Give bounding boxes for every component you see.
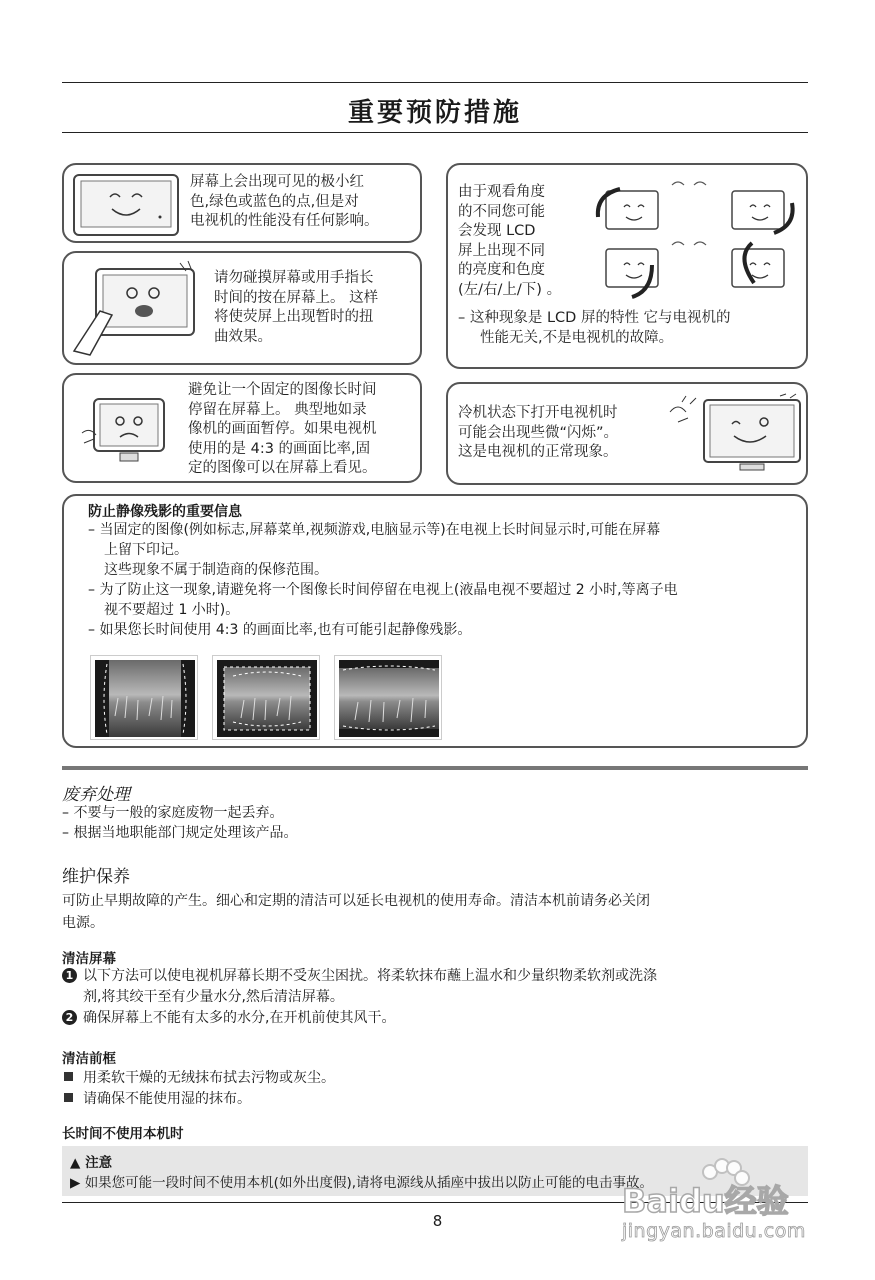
info-line: – 如果您长时间使用 4:3 的画面比率,也有可能引起静像残影。 <box>88 622 472 638</box>
still-line: 像机的画面暂停。如果电视机 <box>188 421 377 437</box>
tv-worried-icon <box>80 393 170 468</box>
angle-line: 会发现 LCD <box>458 223 536 239</box>
dots-line: 电视机的性能没有任何影响。 <box>190 213 379 229</box>
flicker-line: 可能会出现些微“闪烁”。 <box>458 424 619 441</box>
clean-frame-heading: 清洁前框 <box>62 1051 116 1067</box>
angle-line: 由于观看角度 <box>458 184 545 200</box>
still-line: 定的图像可以在屏幕上看见。 <box>188 460 377 476</box>
maintenance-title: 维护保养 <box>62 867 130 887</box>
watermark-url: jingyan.baidu.com <box>622 1220 806 1242</box>
disposal-item: – 不要与一般的家庭废物一起丢弃。 <box>62 805 284 821</box>
angle-line: 的不同您可能 <box>458 203 545 220</box>
panel-viewing-angle <box>446 163 808 369</box>
disposal-title: 废弃处理 <box>62 785 130 805</box>
flicker-line: 冷机状态下打开电视机时 <box>458 405 618 421</box>
info-line: 上留下印记。 <box>104 542 188 558</box>
section-divider <box>62 766 808 770</box>
still-line: 停留在屏幕上。 典型地如录 <box>188 401 367 418</box>
touch-line: 时间的按在屏幕上。 这样 <box>214 289 379 306</box>
info-body <box>88 520 788 640</box>
long-unused-heading: 长时间不使用本机时 <box>62 1126 184 1142</box>
angle-line: 屏上出现不同 <box>458 242 545 259</box>
bullet-square-icon <box>64 1072 73 1081</box>
caution-text: ▶ 如果您可能一段时间不使用本机(如外出度假),请将电源线从插座中拔出以防止可能的电击事故。 <box>70 1175 654 1191</box>
warning-triangle-icon: ▲ <box>70 1155 86 1171</box>
info-line: – 当固定的图像(例如标志,屏幕菜单,视频游戏,电脑显示等)在电视上长时间显示时,可能在屏幕 <box>88 522 661 538</box>
still-line: 使用的是 4:3 的画面比率,固 <box>188 440 371 457</box>
viewing-angle-icon <box>592 177 802 305</box>
tv-touch-icon <box>70 259 200 359</box>
maintenance-line: 可防止早期故障的产生。细心和定期的清洁可以延长电视机的使用寿命。清洁本机前请务必关闭 <box>62 893 650 909</box>
info-heading: 防止静像残影的重要信息 <box>88 504 242 520</box>
maintenance-line: 电源。 <box>62 915 104 931</box>
clean-frame-item: 用柔软干燥的无绒抹布拭去污物或灰尘。 <box>62 1068 808 1089</box>
panel-touch <box>62 251 422 365</box>
retention-thumb-framed <box>212 655 320 740</box>
retention-thumb-letterbox <box>334 655 442 740</box>
flicker-line: 这是电视机的正常现象。 <box>458 444 618 460</box>
tv-smile-icon <box>72 173 182 237</box>
still-line: 避免让一个固定的图像长时间 <box>188 382 377 398</box>
page-title: 重要预防措施 <box>347 98 522 128</box>
tv-wink-icon <box>666 392 804 480</box>
clean-screen-heading: 清洁屏幕 <box>62 951 116 967</box>
arrow-right-icon: ▶ <box>70 1175 85 1191</box>
bullet-square-icon <box>64 1093 73 1102</box>
page-number: 8 <box>432 1212 443 1230</box>
angle-line: (左/右/上/下) 。 <box>458 281 562 298</box>
panel-flicker <box>446 382 808 485</box>
retention-thumb-pillarbox <box>90 655 198 740</box>
touch-line: 曲效果。 <box>214 328 272 345</box>
touch-line: 请勿碰摸屏幕或用手指长 <box>214 270 374 286</box>
disposal-list <box>62 803 808 843</box>
disposal-item: – 根据当地职能部门规定处理该产品。 <box>62 825 298 841</box>
baidu-watermark <box>618 1158 848 1253</box>
clean-frame-item: 请确保不能使用湿的抹布。 <box>62 1089 808 1110</box>
info-line: – 为了防止这一现象,请避免将一个图像长时间停留在电视上(液晶电视不要超过 2 小时,等离子电 <box>88 582 678 598</box>
clean-frame-list <box>62 1068 808 1110</box>
info-line: 这些现象不属于制造商的保修范围。 <box>104 562 328 578</box>
watermark-brand: Baidu经验 <box>622 1182 789 1220</box>
panel-dots <box>62 163 422 243</box>
maintenance-text <box>62 890 808 934</box>
clean-step: 1 以下方法可以使电视机屏幕长期不受灰尘困扰。将柔软抹布蘸上温水和少量织物柔软剂或洗涤 <box>62 966 808 987</box>
caution-heading: ▲ 注意 <box>70 1155 113 1171</box>
clean-step: 2 确保屏幕上不能有太多的水分,在开机前使其风干。 <box>62 1008 808 1029</box>
title-rule <box>62 132 808 133</box>
touch-line: 将使荧屏上出现暂时的扭 <box>214 309 374 325</box>
angle-line: 的亮度和色度 <box>458 262 545 278</box>
angle-note-line: 性能无关,不是电视机的故障。 <box>480 329 674 346</box>
dots-line: 屏幕上会出现可见的极小红 <box>190 174 364 190</box>
top-rule <box>62 82 808 83</box>
angle-note-line: – 这种现象是 LCD 屏的特性 它与电视机的 <box>458 310 731 326</box>
info-line: 视不要超过 1 小时)。 <box>104 602 240 618</box>
step-number-badge: 1 <box>62 968 77 983</box>
clean-step-cont: 剂,将其绞干至有少量水分,然后清洁屏幕。 <box>83 989 344 1005</box>
dots-line: 色,绿色或蓝色的点,但是对 <box>190 193 359 210</box>
panel-still-image <box>62 373 422 483</box>
step-number-badge: 2 <box>62 1010 77 1025</box>
clean-screen-steps <box>62 966 808 1029</box>
